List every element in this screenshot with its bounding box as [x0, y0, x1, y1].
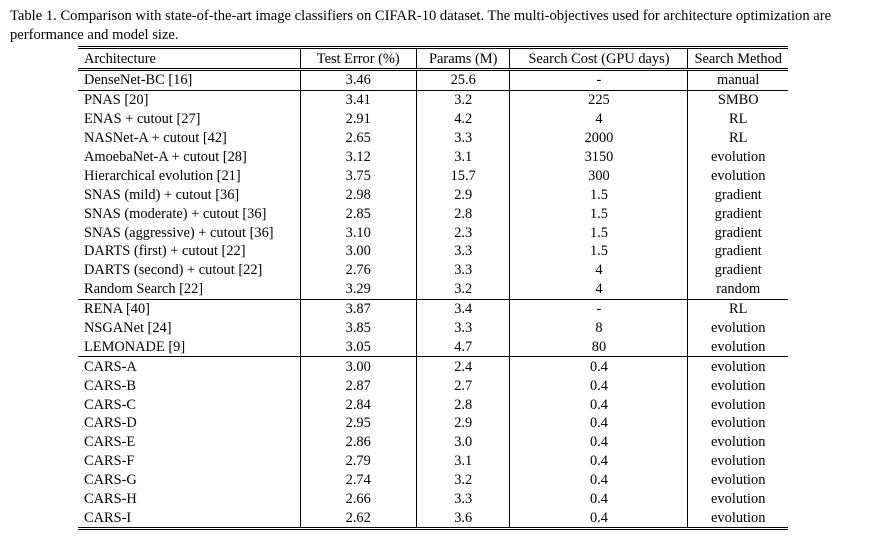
cell-test-error: 3.12: [300, 148, 416, 167]
table-row: [78, 242, 788, 261]
table-row: [78, 337, 788, 356]
cell-search-cost: 3150: [510, 148, 688, 167]
table-row: [78, 299, 788, 318]
cell-architecture: SNAS (aggressive) + cutout [36]: [84, 224, 274, 241]
results-table: [78, 46, 788, 530]
cell-params: 4.2: [416, 110, 509, 129]
cell-search-cost: 2000: [510, 129, 688, 148]
table-row: [78, 376, 788, 395]
cell-search-method: RL: [688, 129, 788, 148]
header-params: Params (M): [416, 48, 509, 70]
cell-params: 3.3: [416, 490, 509, 509]
cell-architecture: RENA [40]: [84, 301, 150, 318]
cell-params: 2.4: [416, 357, 509, 376]
table-row: [78, 110, 788, 129]
cell-architecture: CARS-D: [84, 415, 137, 432]
cell-search-method: gradient: [688, 223, 788, 242]
cell-test-error: 2.98: [300, 185, 416, 204]
table-row: [78, 204, 788, 223]
cell-params: 2.8: [416, 204, 509, 223]
cell-test-error: 3.41: [300, 90, 416, 109]
header-search-cost: Search Cost (GPU days): [510, 48, 688, 70]
table-row: [78, 395, 788, 414]
cell-search-cost: 4: [510, 261, 688, 280]
cell-search-cost: 8: [510, 319, 688, 338]
cell-test-error: 3.75: [300, 166, 416, 185]
cell-architecture: CARS-E: [84, 434, 136, 451]
cell-params: 3.3: [416, 242, 509, 261]
cell-architecture: CARS-B: [84, 377, 136, 394]
cell-architecture: Random Search [22]: [78, 280, 300, 299]
cell-params: 2.9: [416, 414, 509, 433]
cell-search-method: evolution: [688, 433, 788, 452]
cell-params: 3.2: [416, 280, 509, 299]
cell-search-cost: 1.5: [510, 242, 688, 261]
cell-search-cost: 80: [510, 337, 688, 356]
cell-test-error: 3.87: [300, 299, 416, 318]
table-row: [78, 357, 788, 376]
cell-architecture: PNAS [20]: [84, 92, 149, 109]
cell-search-method: evolution: [688, 414, 788, 433]
cell-test-error: 3.85: [300, 319, 416, 338]
cell-architecture: CARS-A: [84, 358, 137, 375]
header-search-method: Search Method: [688, 48, 788, 70]
cell-architecture: NSGANet [24]: [84, 320, 172, 337]
cell-search-method: evolution: [688, 508, 788, 528]
cell-params: 3.6: [416, 508, 509, 528]
cell-test-error: 2.85: [300, 204, 416, 223]
cell-params: 3.3: [416, 129, 509, 148]
cell-search-cost: 1.5: [510, 223, 688, 242]
cell-search-method: random: [688, 280, 788, 299]
cell-architecture: ENAS + cutout [27]: [84, 111, 201, 128]
table-row: [78, 70, 788, 91]
cell-search-method: evolution: [688, 490, 788, 509]
cell-architecture: CARS-H: [84, 491, 137, 508]
cell-architecture: CARS-I: [84, 509, 132, 526]
cell-search-method: evolution: [688, 319, 788, 338]
cell-search-method: gradient: [688, 242, 788, 261]
cell-search-cost: -: [510, 299, 688, 318]
cell-search-method: manual: [688, 70, 788, 91]
table-row: [78, 452, 788, 471]
table-row: [78, 261, 788, 280]
cell-test-error: 3.00: [300, 242, 416, 261]
cell-search-cost: 4: [510, 280, 688, 299]
cell-search-method: SMBO: [688, 90, 788, 109]
table-row: [78, 129, 788, 148]
table-body: [78, 70, 788, 529]
cell-params: 2.7: [416, 376, 509, 395]
cell-params: 25.6: [416, 70, 509, 91]
table-row: [78, 508, 788, 528]
cell-test-error: 3.29: [300, 280, 416, 299]
cell-params: 3.3: [416, 261, 509, 280]
cell-params: 2.9: [416, 185, 509, 204]
cell-search-cost: 0.4: [510, 357, 688, 376]
cell-test-error: 2.86: [300, 433, 416, 452]
cell-search-cost: 300: [510, 166, 688, 185]
table-row: [78, 185, 788, 204]
cell-search-cost: 1.5: [510, 185, 688, 204]
cell-test-error: 2.66: [300, 490, 416, 509]
header-test-error: Test Error (%): [300, 48, 416, 70]
table-row: [78, 490, 788, 509]
cell-params: 3.3: [416, 319, 509, 338]
cell-search-method: evolution: [688, 395, 788, 414]
cell-architecture: DARTS (first) + cutout [22]: [84, 243, 246, 260]
table-row: [78, 223, 788, 242]
cell-test-error: 2.74: [300, 471, 416, 490]
cell-params: 15.7: [416, 166, 509, 185]
cell-architecture: CARS-G: [84, 472, 137, 489]
cell-params: 2.3: [416, 223, 509, 242]
cell-test-error: 2.65: [300, 129, 416, 148]
cell-test-error: 3.46: [300, 70, 416, 91]
cell-search-method: gradient: [688, 204, 788, 223]
cell-test-error: 2.84: [300, 395, 416, 414]
cell-search-cost: 0.4: [510, 490, 688, 509]
header-architecture: Architecture: [78, 48, 300, 70]
cell-architecture: SNAS (mild) + cutout [36]: [84, 186, 240, 203]
cell-search-cost: 0.4: [510, 414, 688, 433]
cell-architecture: NASNet-A + cutout [42]: [84, 130, 227, 147]
cell-architecture: SNAS (moderate) + cutout [36]: [84, 205, 267, 222]
table-caption: Table 1. Comparison with state-of-the-art image classifiers on CIFAR-10 dataset. The multi-objectives used for architecture optimization are performance and model size.: [10, 8, 832, 43]
cell-search-method: RL: [688, 110, 788, 129]
cell-test-error: 2.79: [300, 452, 416, 471]
cell-architecture: CARS-C: [84, 396, 136, 413]
cell-test-error: 3.05: [300, 337, 416, 356]
cell-search-cost: 0.4: [510, 508, 688, 528]
cell-search-cost: 0.4: [510, 471, 688, 490]
table-row: [78, 471, 788, 490]
cell-search-cost: 1.5: [510, 204, 688, 223]
cell-search-method: evolution: [688, 471, 788, 490]
cell-search-cost: 0.4: [510, 376, 688, 395]
cell-params: 3.1: [416, 148, 509, 167]
table-row: [78, 148, 788, 167]
cell-params: 2.8: [416, 395, 509, 414]
cell-architecture: LEMONADE [9]: [78, 337, 300, 356]
cell-search-cost: 225: [510, 90, 688, 109]
cell-search-method: evolution: [688, 166, 788, 185]
cell-params: 3.0: [416, 433, 509, 452]
cell-search-method: evolution: [688, 148, 788, 167]
header-row: [78, 48, 788, 70]
table-row: [78, 90, 788, 109]
cell-search-cost: 0.4: [510, 395, 688, 414]
table-row: [78, 433, 788, 452]
cell-test-error: 2.62: [300, 508, 416, 528]
cell-search-method: gradient: [688, 185, 788, 204]
cell-test-error: 2.76: [300, 261, 416, 280]
cell-search-cost: 0.4: [510, 433, 688, 452]
cell-test-error: 3.10: [300, 223, 416, 242]
cell-architecture: DARTS (second) + cutout [22]: [84, 262, 263, 279]
cell-architecture: AmoebaNet-A + cutout [28]: [84, 149, 247, 165]
cell-search-method: RL: [688, 299, 788, 318]
cell-params: 3.4: [416, 299, 509, 318]
cell-test-error: 2.95: [300, 414, 416, 433]
cell-search-cost: 0.4: [510, 452, 688, 471]
cell-architecture: DenseNet-BC [16]: [78, 70, 300, 91]
table-row: [78, 280, 788, 299]
cell-search-cost: 4: [510, 110, 688, 129]
cell-search-method: gradient: [688, 261, 788, 280]
cell-search-cost: -: [510, 70, 688, 91]
cell-architecture: Hierarchical evolution [21]: [84, 167, 241, 184]
cell-test-error: 2.91: [300, 110, 416, 129]
table-row: [78, 414, 788, 433]
cell-params: 4.7: [416, 337, 509, 356]
cell-params: 3.2: [416, 471, 509, 490]
table-row: [78, 166, 788, 185]
cell-architecture: CARS-F: [84, 453, 135, 470]
cell-search-method: evolution: [688, 376, 788, 395]
cell-test-error: 3.00: [300, 357, 416, 376]
cell-test-error: 2.87: [300, 376, 416, 395]
cell-search-method: evolution: [688, 452, 788, 471]
cell-search-method: evolution: [688, 337, 788, 356]
table-row: [78, 319, 788, 338]
cell-search-method: evolution: [688, 357, 788, 376]
cell-params: 3.2: [416, 90, 509, 109]
cell-params: 3.1: [416, 452, 509, 471]
